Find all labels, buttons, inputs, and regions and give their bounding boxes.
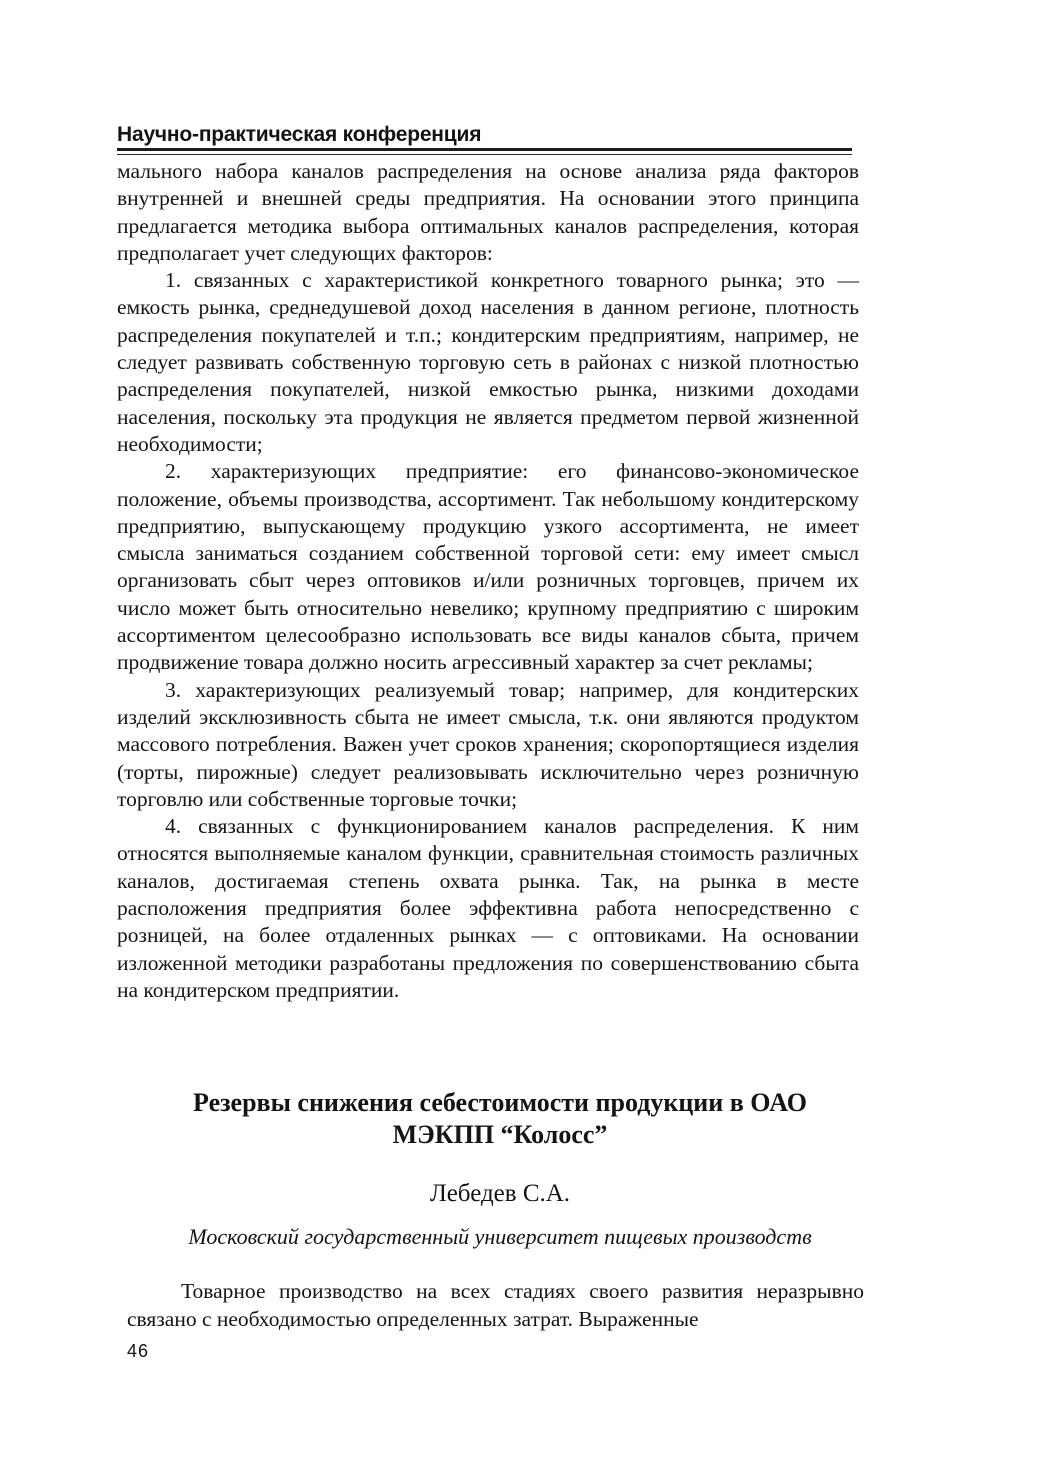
list-item-4: 4. связанных с функционированием каналов распределения. К ним относятся выполняемые каналом функции, сравнительная стоимость различных каналов, достигаемая степень охвата рынка. Так, на рынка в месте расположения предприятия более эффективна работа непосредственно с розницей, на более отдаленных рынках — с оптовиками. На основании изложенной методики разработаны предложения по совершенствованию сбыта на кондитерском предприятии. bbox=[117, 814, 859, 1002]
article-title-line-2: МЭКПП “Колосс” bbox=[392, 1120, 608, 1149]
running-head: Научно-практическая конференция bbox=[117, 123, 482, 146]
header-rule-thick bbox=[117, 148, 852, 151]
article-title-line-1: Резервы снижения себестоимости продукции в ОАО bbox=[193, 1088, 807, 1117]
paragraph-continuation: мального набора каналов распределения на основе анализа ряда факторов внутренней и внешней среды предприятия. На основании этого принципа предлагается методика выбора оптимальных каналов распределения, которая предполагает учет следующих факторов: bbox=[117, 159, 859, 265]
article-opening-text bbox=[127, 1278, 864, 1333]
author-affiliation: Московский государственный университет пищевых производств bbox=[188, 1224, 812, 1249]
list-item-3: 3. характеризующих реализуемый товар; например, для кондитерских изделий эксклюзивность сбыта не имеет смысла, т.к. они являются продуктом массового потребления. Важен учет сроков хранения; скоропортящиеся изделия (торты, пирожные) следует реализовывать исключительно через розничную торговлю или собственные торговые точки; bbox=[117, 677, 859, 811]
list-item-1: 1. связанных с характеристикой конкретного товарного рынка; это — емкость рынка, среднедушевой доход населения в данном регионе, плотность распределения покупателей и т.п.; кондитерским предприятиям, например, не следует развивать собственную торговую сеть в районах с низкой плотностью распределения покупателей, низкой емкостью рынка, низкими доходами населения, поскольку эта продукция не является предметом первой жизненной необходимости; bbox=[117, 268, 859, 456]
author-name: Лебедев С.А. bbox=[429, 1180, 571, 1207]
opening-paragraph: Товарное производство на всех стадиях своего развития неразрывно связано с необходимостью определенных затрат. Выраженные bbox=[127, 1279, 864, 1331]
article-title bbox=[150, 1087, 850, 1151]
continuation-text bbox=[117, 158, 859, 1004]
header-rule-thin bbox=[117, 154, 852, 155]
list-item-2: 2. характеризующих предприятие: его финансово-экономическое положение, объемы производства, ассортимент. Так небольшому кондитерскому предприятию, выпускающему продукцию узкого ассортимента, не имеет смысла заниматься созданием собственной торговой сети: ему имеет смысл организовать сбыт через оптовиков и/или розничных торговцев, причем их число может быть относительно невелико; крупному предприятию с широким ассортиментом целесообразно использовать все виды каналов сбыта, причем продвижение товара должно носить агрессивный характер за счет рекламы; bbox=[117, 459, 859, 675]
page-number: 46 bbox=[127, 1341, 150, 1361]
